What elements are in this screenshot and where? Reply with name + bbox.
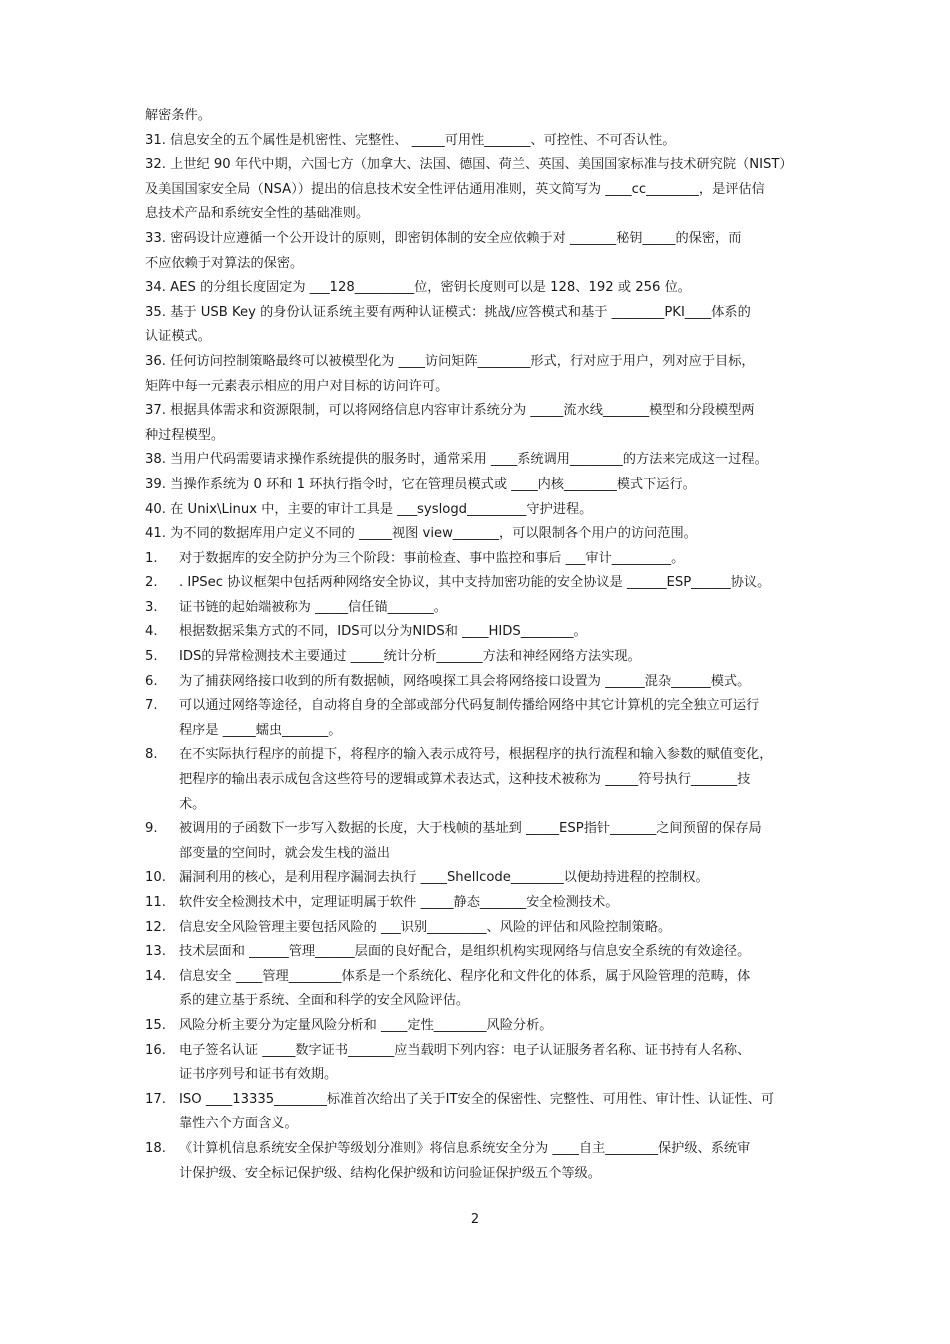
item-number: 3.: [145, 599, 158, 615]
item-text-line: 术。: [179, 796, 206, 812]
text-line: 37. 根据具体需求和资源限制，可以将网络信息内容审计系统分为 _____流水线_______模型和分段模型两: [145, 403, 755, 419]
list-item: [145, 1137, 813, 1186]
list-item: [145, 891, 813, 916]
text-line: 39. 当操作系统为 0 环和 1 环执行指令时，它在管理员模式或 ____内核________模式下运行。: [145, 476, 696, 492]
text-line: 矩阵中每一元素表示相应的用户对目标的访问许可。: [145, 378, 449, 394]
text-line: 32. 上世纪 90 年代中期，六国七方（加拿大、法国、德国、荷兰、英国、美国国家标准与技术研究院（NIST）: [145, 157, 793, 173]
item-text-line: 为了捕获网络接口收到的所有数据帧，网络嗅探工具会将网络接口设置为 ______混杂______模式。: [179, 673, 751, 689]
text-line: 31. 信息安全的五个属性是机密性、完整性、 _____可用性_______、可控性、不可否认性。: [145, 132, 676, 148]
list-item: [145, 645, 813, 670]
intro-section: [145, 104, 813, 547]
item-text-line: 证书链的起始端被称为 _____信任锚_______。: [179, 599, 447, 615]
text-line: 及美国国家安全局（NSA））提出的信息技术安全性评估通用准则，英文简写为 ____cc________，是评估信: [145, 181, 765, 197]
item-text-line: 电子签名认证 _____数字证书_______应当载明下列内容：电子认证服务者名称、证书持有人名称、: [179, 1042, 751, 1058]
item-number: 1.: [145, 550, 158, 566]
item-number: 11.: [145, 895, 166, 910]
item-text-line: 根据数据采集方式的不同，IDS可以分为NIDS和 ____HIDS________。: [179, 624, 587, 640]
list-item: [145, 670, 813, 695]
item-text-line: 被调用的子函数下一步写入数据的长度，大于栈帧的基址到 _____ESP指针_______之间预留的保存局: [179, 821, 762, 837]
text-line: 36. 任何访问控制策略最终可以被模型化为 ____访问矩阵________形式，行对应于用户，列对应于目标，: [145, 353, 755, 369]
item-text-line: 《计算机信息系统安全保护等级划分准则》将信息系统安全分为 ____自主________保护级、系统审: [179, 1140, 751, 1156]
text-line: 种过程模型。: [145, 427, 225, 443]
item-number: 4.: [145, 624, 158, 640]
item-number: 13.: [145, 944, 166, 960]
list-item: [145, 866, 813, 891]
text-line: 38. 当用户代码需要请求操作系统提供的服务时，通常采用 ____系统调用________的方法来完成这一过程。: [145, 452, 768, 468]
list-item: [145, 743, 813, 817]
text-line: 解密条件。: [145, 108, 211, 123]
list-item: [145, 571, 813, 596]
list-item: [145, 817, 813, 866]
item-text-line: 信息安全 ____管理________体系是一个系统化、程序化和文件化的体系，属于风险管理的范畴，体: [179, 968, 751, 984]
item-text-line: 技术层面和 ______管理______层面的良好配合，是组织机构实现网络与信息安全系统的有效途径。: [179, 944, 751, 960]
list-item: [145, 694, 813, 743]
item-number: 5.: [145, 649, 158, 665]
item-text-line: 靠性六个方面含义。: [179, 1116, 298, 1132]
list-item: [145, 940, 813, 965]
text-line: 34. AES 的分组长度固定为 ___128_________位，密钥长度则可以是 128、192 或 256 位。: [145, 280, 691, 296]
item-text-line: 对于数据库的安全防护分为三个阶段：事前检查、事中监控和事后 ___审计_________。: [179, 550, 685, 566]
item-text-line: 可以通过网络等途径，自动将自身的全部或部分代码复制传播给网络中其它计算机的完全独立可运行: [179, 698, 760, 714]
list-item: [145, 596, 813, 621]
list-item: [145, 547, 813, 572]
item-text-line: . IPSec 协议框架中包括两种网络安全协议，其中支持加密功能的安全协议是 ______ESP______协议。: [179, 575, 771, 591]
item-text-line: 在不实际执行程序的前提下，将程序的输入表示成符号，根据程序的执行流程和输入参数的赋值变化，: [179, 747, 773, 763]
item-text-line: 程序是 _____蠕虫_______。: [179, 722, 342, 738]
item-text-line: 部变量的空间时，就会发生栈的溢出: [179, 845, 390, 861]
item-text-line: 证书序列号和证书有效期。: [179, 1067, 338, 1083]
item-number: 8.: [145, 747, 158, 763]
item-text-line: 软件安全检测技术中，定理证明属于软件 _____静态_______安全检测技术。: [179, 895, 619, 910]
item-number: 12.: [145, 919, 166, 935]
item-text-line: 计保护级、安全标记保护级、结构化保护级和访问验证保护级五个等级。: [179, 1165, 601, 1181]
numbered-list: [145, 547, 813, 1186]
item-text-line: 系的建立基于系统、全面和科学的安全风险评估。: [179, 993, 470, 1009]
text-line: 息技术产品和系统安全性的基础准则。: [145, 206, 370, 222]
list-item: [145, 1088, 813, 1137]
item-number: 9.: [145, 821, 158, 837]
page-content: [145, 104, 813, 1186]
text-line: 41. 为不同的数据库用户定义不同的 _____视图 view_______，可以限制各个用户的访问范围。: [145, 526, 697, 542]
list-item: [145, 916, 813, 941]
list-item: [145, 965, 813, 1014]
item-number: 16.: [145, 1042, 166, 1058]
text-line: 35. 基于 USB Key 的身份认证系统主要有两种认证模式：挑战/应答模式和基于 ________PKI____体系的: [145, 304, 751, 320]
item-number: 10.: [145, 870, 166, 886]
item-number: 14.: [145, 968, 166, 984]
item-text-line: 信息安全风险管理主要包括风险的 ___识别_________、风险的评估和风险控制策略。: [179, 919, 672, 935]
text-line: 认证模式。: [145, 329, 211, 345]
item-number: 6.: [145, 673, 158, 689]
text-line: 不应依赖于对算法的保密。: [145, 255, 304, 271]
item-number: 2.: [145, 575, 158, 591]
page-number: 2: [470, 1212, 480, 1227]
item-text-line: 风险分析主要分为定量风险分析和 ____定性________风险分析。: [179, 1017, 553, 1033]
item-text-line: IDS的异常检测技术主要通过 _____统计分析_______方法和神经网络方法实现。: [179, 649, 641, 665]
item-text-line: 把程序的输出表示成包含这些符号的逻辑或算术表达式，这种技术被称为 _____符号执行_______技: [179, 772, 751, 788]
list-item: [145, 620, 813, 645]
item-text-line: ISO ____13335________标准首次给出了关于IT安全的保密性、完整性、可用性、审计性、认证性、可: [179, 1091, 775, 1107]
item-number: 17.: [145, 1091, 166, 1107]
text-line: 40. 在 Unix\Linux 中，主要的审计工具是 ___syslogd_________守护进程。: [145, 501, 593, 517]
list-item: [145, 1014, 813, 1039]
item-number: 7.: [145, 698, 158, 714]
item-number: 18.: [145, 1140, 166, 1156]
text-line: 33. 密码设计应遵循一个公开设计的原则，即密钥体制的安全应依赖于对 _______秘钥_____的保密，而: [145, 230, 742, 246]
item-number: 15.: [145, 1017, 166, 1033]
item-text-line: 漏洞利用的核心，是利用程序漏洞去执行 ____Shellcode________以便劫持进程的控制权。: [179, 870, 709, 886]
list-item: [145, 1039, 813, 1088]
